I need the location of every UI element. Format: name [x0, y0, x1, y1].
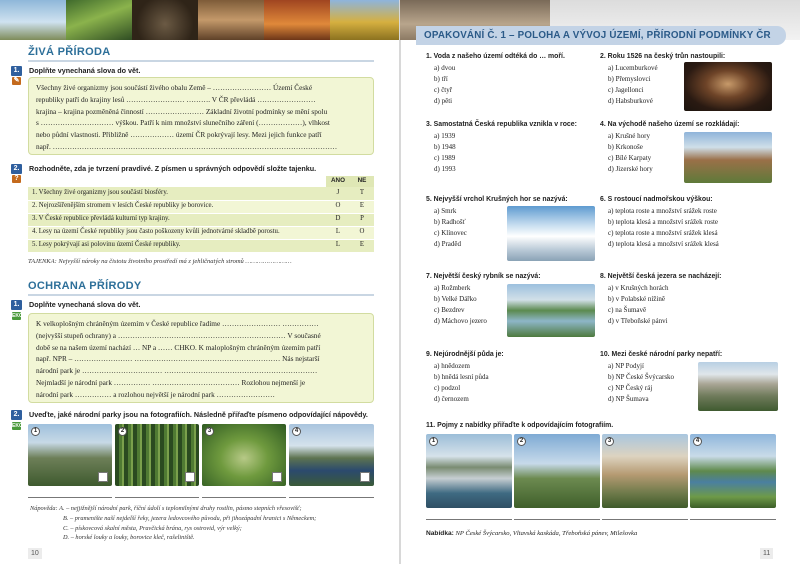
fill-line[interactable]: Všechny živé organizmy jsou součástí živého obalu Země – …………………… Území České: [36, 83, 313, 92]
fill-line[interactable]: krajina – krajina pozměněná činností …………………… Základní životní podmínky se mění spolu: [36, 106, 328, 116]
question-8: [600, 272, 780, 327]
fill-line[interactable]: Nejmladší je národní park …………… ……………………………… Rozlohou nejmenší je: [36, 378, 306, 388]
answer-option[interactable]: b) hnědá lesní půda: [434, 372, 489, 381]
answer-line[interactable]: [426, 519, 512, 520]
answer-line[interactable]: [202, 497, 286, 498]
photo-number: 2: [118, 427, 127, 436]
question-5: [426, 195, 568, 250]
banner-rock-photo: [198, 0, 264, 40]
banner-cave-photo: [264, 0, 330, 40]
question-text: 6. S rostoucí nadmořskou výškou:: [600, 196, 713, 203]
question-text: 11. Pojmy z nabídky přiřaďte k odpovídajícím fotografiím.: [426, 422, 614, 429]
table-header-blank: [28, 176, 326, 187]
task-title: Uveďte, jaké národní parky jsou na fotografiích. Následně přiřaďte písmeno odpovídající nápovědy.: [29, 410, 368, 419]
hill-photo: [514, 434, 600, 508]
photo-number: 3: [605, 437, 614, 446]
question-3: [426, 120, 591, 175]
answer-option[interactable]: d) Habsburkové: [608, 97, 653, 106]
hint-line: B. – pramenište naší nejdelší řeky, jezera ledovcového původu, při jihozápadní hranici s Německem;: [63, 514, 317, 522]
answer-line[interactable]: [289, 497, 374, 498]
photo-number: 4: [693, 437, 702, 446]
hint-line: D. – horské louky a louky, borovice kleč, rašeliniště.: [63, 534, 195, 542]
answer-option[interactable]: b) Velké Dářko: [434, 294, 477, 303]
task-number-badge: 2.: [11, 164, 22, 174]
question-text: 8. Největší česká jezera se nacházejí:: [600, 273, 722, 280]
answer-no-cell[interactable]: T: [350, 187, 374, 200]
section-rule: [28, 60, 374, 62]
section-title-ziva-priroda: ŽIVÁ PŘÍRODA: [28, 46, 111, 58]
answer-option[interactable]: c) teplota roste a množství srážek klesá: [608, 229, 718, 237]
answer-option[interactable]: a) teplota roste a množství srážek roste: [608, 206, 717, 215]
task-number-badge: 2.: [11, 410, 22, 420]
statement: 4. Lesy na území České republiky jsou často poškozeny kvůli jednotvárné skladbě porostu.: [28, 226, 326, 239]
statement: 3. V České republice převládá kulturní typ krajiny.: [28, 213, 326, 226]
portrait-habsburg-photo: [684, 62, 772, 111]
true-false-table: [28, 176, 374, 253]
table-row: [28, 187, 374, 200]
answer-option[interactable]: c) Klínovec: [434, 229, 467, 237]
task-title: Doplňte vynechaná slova do vět.: [29, 66, 141, 75]
section-rule: [28, 294, 374, 296]
answer-option[interactable]: d) pěti: [434, 97, 453, 106]
statement: 2. Nejrozšířenějším stromem v lesích České republiky je borovice.: [28, 200, 326, 213]
answer-option[interactable]: d) Jizerské hory: [608, 165, 653, 174]
answer-option[interactable]: c) 1989: [434, 154, 456, 162]
answer-option[interactable]: d) v Třeboňské pánvi: [608, 317, 668, 326]
question-11: [426, 421, 786, 432]
photo-number: 1: [429, 437, 438, 446]
answer-line[interactable]: [514, 519, 600, 520]
question-text: 7. Největší český rybník se nazývá:: [426, 273, 541, 280]
left-photo-banner: [0, 0, 400, 40]
dam-photo: [426, 434, 512, 508]
right-page: [400, 0, 800, 564]
answer-option[interactable]: c) na Šumavě: [608, 306, 647, 314]
answer-option[interactable]: a) Rožmberk: [434, 283, 471, 292]
task-title: Rozhodněte, zda je tvrzení pravdivé. Z písmen u správných odpovědí složte tajenku.: [29, 164, 317, 173]
page-title: OPAKOVÁNÍ Č. 1 – POLOHA A VÝVOJ ÚZEMÍ, PŘÍRODNÍ PODMÍNKY ČR: [416, 26, 786, 45]
answer-no-cell[interactable]: E: [350, 200, 374, 213]
answer-checkbox[interactable]: [98, 472, 108, 482]
offer-label: Nabídka:: [426, 530, 454, 537]
rock-towers-photo: [698, 362, 778, 411]
eko-icon: EKO: [12, 313, 23, 319]
answer-option[interactable]: d) teplota klesá a množství srážek klesá: [608, 240, 719, 249]
question-10: [600, 350, 723, 405]
answer-option[interactable]: c) Bezdrev: [434, 306, 465, 314]
fishpond-photo: [507, 284, 595, 337]
fill-line[interactable]: nebo půdní vlastnosti. Přibližně ……………… území ČR pokrývají lesy. Mezi jejich funkce patří: [36, 130, 322, 140]
answer-option[interactable]: a) Smrk: [434, 206, 457, 215]
question-text: 1. Voda z našeho území odtéká do … moří.: [426, 53, 565, 60]
hint-line: C. – pískovcová skalní města, Pravčická brána, rys ostrovid, výr velký;: [63, 524, 242, 532]
photo-number: 2: [517, 437, 526, 446]
eko-icon: EKO: [12, 423, 23, 429]
statement: 1. Všechny živé organizmy jsou součástí biosféry.: [28, 187, 326, 200]
banner-tower-photo: [0, 0, 66, 40]
answer-option[interactable]: d) černozem: [434, 395, 469, 404]
table-row: [28, 239, 374, 252]
fill-line[interactable]: s ………………………… výškou. Patří k nim množství slunečního záření (………………), vlhkost: [36, 118, 330, 128]
tajenka-line[interactable]: TAJENKA: Nejvyšší nároky na čistotu životního prostředí má z jehličnatých stromů ……………………: [28, 258, 292, 265]
page-number: 10: [28, 548, 42, 559]
fill-line[interactable]: národní park …………… a rozlohou největší je národní park ……………………: [36, 389, 275, 399]
table-row: [28, 213, 374, 226]
answer-option[interactable]: a) dvou: [434, 63, 456, 72]
fill-line[interactable]: např. NPR – …………………… …………………………………………………… Nás nejstarší: [36, 354, 320, 364]
pond-landscape-photo: [690, 434, 776, 508]
question-text: 2. Roku 1526 na český trůn nastoupili:: [600, 53, 726, 60]
answer-checkbox[interactable]: [185, 472, 195, 482]
answer-option[interactable]: c) NP Český ráj: [608, 384, 653, 392]
answer-option[interactable]: b) teplota klesá a množství srážek roste: [608, 217, 719, 226]
answer-option[interactable]: a) Lucemburkové: [608, 63, 658, 72]
offer-line: [426, 530, 786, 539]
offer-text: NP České Švýcarsko, Vltavská kaskáda, Třeboňská pánev, Milešovka: [455, 530, 638, 537]
answer-option[interactable]: a) v Krušných horách: [608, 283, 669, 292]
answer-option[interactable]: b) tří: [434, 74, 448, 83]
task-number-badge: 1.: [11, 300, 22, 310]
question-9: [426, 350, 591, 405]
banner-forest-photo: [66, 0, 132, 40]
answer-option[interactable]: a) NP Podyjí: [608, 361, 644, 370]
answer-option[interactable]: c) čtyř: [434, 86, 453, 94]
national-park-photo-4: [289, 424, 374, 486]
national-park-photo-1: [28, 424, 112, 486]
answer-no-cell[interactable]: O: [350, 226, 374, 239]
fill-in-text-box: [28, 77, 374, 155]
answer-option[interactable]: b) 1948: [434, 142, 456, 151]
question-text: 9. Nejúrodnější půda je:: [426, 351, 504, 358]
question-text: 5. Nejvyšší vrchol Krušných hor se nazývá:: [426, 196, 568, 203]
answer-checkbox[interactable]: [360, 472, 370, 482]
answer-yes-cell[interactable]: O: [326, 200, 350, 213]
national-park-photo-3: [202, 424, 286, 486]
answer-line[interactable]: [28, 497, 112, 498]
answer-option[interactable]: b) Krkonoše: [608, 142, 643, 151]
banner-animal-photo: [132, 0, 198, 40]
answer-option[interactable]: c) Bílé Karpaty: [608, 154, 652, 162]
question-text: 10. Mezi české národní parky nepatří:: [600, 351, 723, 358]
question-text: 3. Samostatná Česká republika vznikla v roce:: [426, 121, 577, 128]
answer-checkbox[interactable]: [272, 472, 282, 482]
fill-in-text-box: [28, 313, 374, 403]
answer-option[interactable]: b) v Polabské nížině: [608, 294, 665, 303]
answer-option[interactable]: a) Krušné hory: [608, 131, 650, 140]
answer-option[interactable]: d) Praděd: [434, 240, 462, 249]
answer-option[interactable]: b) Radhošť: [434, 217, 466, 226]
question-6: [600, 195, 780, 250]
answer-option[interactable]: c) Jagellonci: [608, 86, 644, 94]
photo-number: 3: [205, 427, 214, 436]
question-4: [600, 120, 740, 175]
answer-line[interactable]: [115, 497, 199, 498]
answer-yes-cell[interactable]: D: [326, 213, 350, 226]
column-header-ne: NE: [350, 176, 374, 187]
answer-yes-cell[interactable]: L: [326, 239, 350, 252]
fill-line[interactable]: národní park je …………………………… ………………………………………………………: [36, 366, 318, 376]
hint-line: Nápověda: A. – nejjižnější národní park, říční údolí s teplomilnými druhy rostlin, pásmo stepních vřesovišť;: [30, 505, 302, 512]
answer-yes-cell[interactable]: L: [326, 226, 350, 239]
quiz-icon: ?: [12, 175, 21, 183]
fill-line[interactable]: době se na našem území nachází … NP a …… CHKO. K maloplošným chráněným územím patří: [36, 342, 321, 352]
table-row: [28, 200, 374, 213]
question-1: [426, 52, 591, 107]
answer-line[interactable]: [690, 519, 776, 520]
task-number-badge: 1.: [11, 66, 22, 76]
answer-option[interactable]: d) Máchovo jezero: [434, 317, 487, 326]
klinovec-winter-photo: [507, 206, 595, 261]
pencil-icon: ✎: [13, 77, 20, 84]
fill-line[interactable]: republiky patří do krajiny lesů …………………… ………. V ČR převládá ……………………: [36, 94, 316, 104]
page-number: 11: [760, 548, 773, 559]
banner-field-photo: [330, 0, 400, 40]
question-7: [426, 272, 541, 327]
question-text: 4. Na východě našeho území se rozkládají:: [600, 121, 740, 128]
statement: 5. Lesy pokrývají asi polovinu území České republiky.: [28, 239, 326, 252]
table-row: [28, 226, 374, 239]
national-park-photo-2: [115, 424, 199, 486]
answer-line[interactable]: [602, 519, 688, 520]
task-title: Doplňte vynechaná slova do vět.: [29, 300, 141, 309]
sandstone-gate-photo: [602, 434, 688, 508]
photo-number: 1: [31, 427, 40, 436]
answer-yes-cell[interactable]: J: [326, 187, 350, 200]
fill-line[interactable]: K velkoplošným chráněným územím v České republice řadíme …………………… ……………: [36, 319, 319, 328]
fill-line[interactable]: (nejvyšší stupeň ochrany) a …………………………………………………………… V současné: [36, 330, 321, 340]
question-2: [600, 52, 726, 107]
answer-no-cell[interactable]: E: [350, 239, 374, 252]
mountains-photo: [684, 132, 772, 183]
hint-block: [30, 504, 380, 543]
answer-option[interactable]: c) podzol: [434, 384, 461, 392]
answer-no-cell[interactable]: P: [350, 213, 374, 226]
photo-number: 4: [292, 427, 301, 436]
answer-option[interactable]: b) NP České Švýcarsko: [608, 372, 675, 381]
fill-line[interactable]: např. ………………………………………………………………………………………………………: [36, 142, 338, 152]
answer-option[interactable]: b) Přemyslovci: [608, 74, 651, 83]
section-title-ochrana-prirody: OCHRANA PŘÍRODY: [28, 280, 142, 292]
answer-option[interactable]: a) hnědozem: [434, 361, 470, 370]
answer-option[interactable]: d) 1993: [434, 165, 456, 174]
answer-option[interactable]: a) 1939: [434, 131, 456, 140]
answer-option[interactable]: d) NP Šumava: [608, 395, 649, 404]
column-header-ano: ANO: [326, 176, 350, 187]
